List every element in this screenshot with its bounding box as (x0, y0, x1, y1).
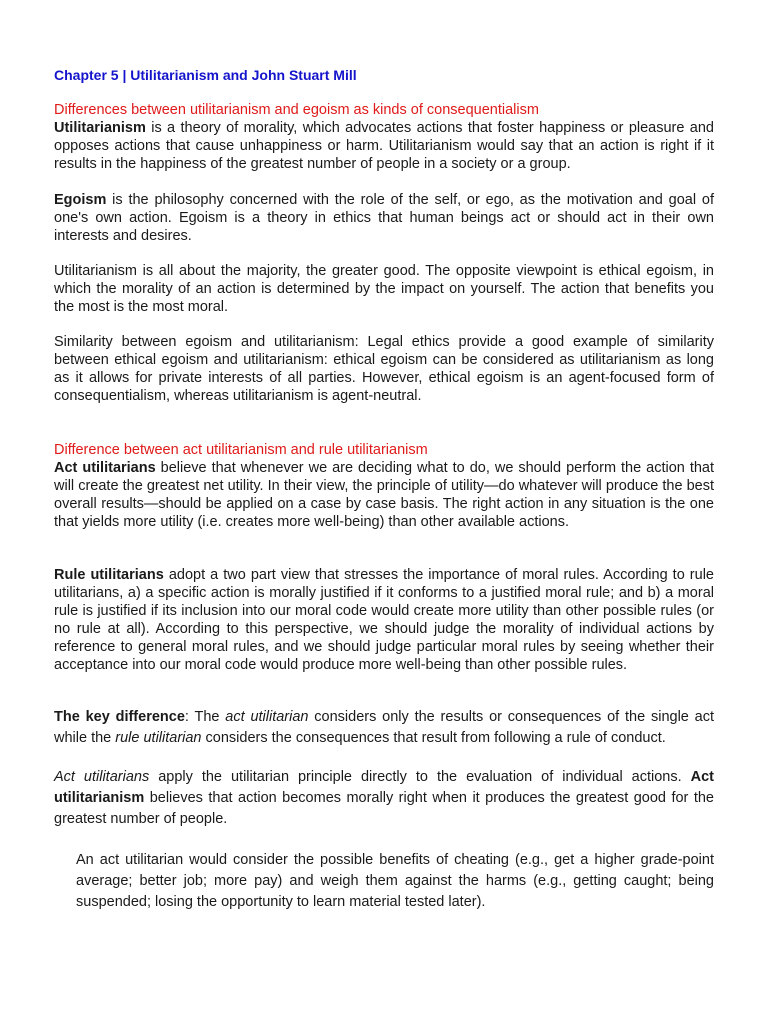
paragraph-similarity: Similarity between egoism and utilitarianism: Legal ethics provide a good example of similarity between ethical egoism and utilitarianism: ethical egoism can be considered as utilitarianism as long as it allows for private interests of all parties. However, ethical egoism is an agent-focused form of consequentialism, whereas utilitarianism is agent-neutral. (54, 334, 714, 404)
section-act-rule (54, 441, 714, 531)
term-act-utilitarians: Act utilitarians (54, 460, 156, 476)
paragraph-key-difference-block (54, 707, 714, 749)
term-utilitarianism: Utilitarianism (54, 120, 146, 136)
paragraph-rule-utilitarians-block (54, 566, 714, 674)
paragraph-utilitarianism: Utilitarianism is a theory of morality, which advocates actions that foster happiness or pleasure and opposes actions that cause unhappiness or harm. Utilitarianism would say that an action is right if it results in the happiness of the greatest number of people in a society or a group. (54, 120, 714, 172)
paragraph-egoism: Egoism is the philosophy concerned with the role of the self, or ego, as the motivation and goal of one's own action. Egoism is a theory in ethics that human beings act or should act in their own interests and desires. (54, 192, 714, 244)
paragraph-similarity-block (54, 333, 714, 405)
section-heading-differences: Differences between utilitarianism and egoism as kinds of consequentialism (54, 102, 539, 118)
term-act-utilitarianism: Act utilitarianism (54, 769, 714, 806)
paragraph-majority-block (54, 262, 714, 316)
quote-cheating-example: An act utilitarian would consider the possible benefits of cheating (e.g., get a higher grade-point average; better job; more pay) and weigh them against the harms (e.g., getting caught; being suspended; losing the opportunity to learn material tested later). (76, 852, 714, 910)
quote-block (76, 850, 714, 913)
term-egoism: Egoism (54, 192, 107, 208)
term-key-difference: The key difference (54, 709, 185, 725)
paragraph-majority: Utilitarianism is all about the majority, the greater good. The opposite viewpoint is ethical egoism, in which the morality of an action is determined by the impact on yourself. The action that benefits you the most is the most moral. (54, 263, 714, 315)
term-rule-utilitarians: Rule utilitarians (54, 567, 164, 583)
paragraph-act-principle-block (54, 767, 714, 830)
paragraph-key-difference: The key difference: The act utilitarian considers only the results or consequences of the single act while the rule utilitarian considers the consequences that result from following a rule of conduct. (54, 709, 715, 746)
chapter-title: Chapter 5 | Utilitarianism and John Stuart Mill (54, 67, 357, 83)
paragraph-act-utilitarians: Act utilitarians believe that whenever we are deciding what to do, we should perform the action that will create the greatest net utility. In their view, the principle of utility—do whatever will produce the best overall results—should be applied on a case by case basis. The right action in any situation is the one that yields more utility (i.e. creates more well-being) than other available actions. (54, 460, 715, 530)
section-utilitarianism-egoism (54, 101, 714, 173)
paragraph-rule-utilitarians: Rule utilitarians adopt a two part view that stresses the importance of moral rules. According to rule utilitarians, a) a specific action is morally justified if it conforms to a justified moral rule; and b) a moral rule is justified if its inclusion into our moral code would create more utility than other possible rules (or no rule at all). According to this perspective, we should judge the morality of individual actions by reference to general moral rules, and we should judge particular moral rules by seeing whether their acceptance into our moral code would produce more well-being than other possible rules. (54, 567, 714, 673)
section-heading-act-rule: Difference between act utilitarianism and rule utilitarianism (54, 442, 428, 458)
paragraph-act-principle: Act utilitarians apply the utilitarian principle directly to the evaluation of individual actions. Act utilitarianism believes that action becomes morally right when it produces the greatest good for the greatest number of people. (54, 769, 714, 827)
paragraph-egoism-block (54, 191, 714, 245)
